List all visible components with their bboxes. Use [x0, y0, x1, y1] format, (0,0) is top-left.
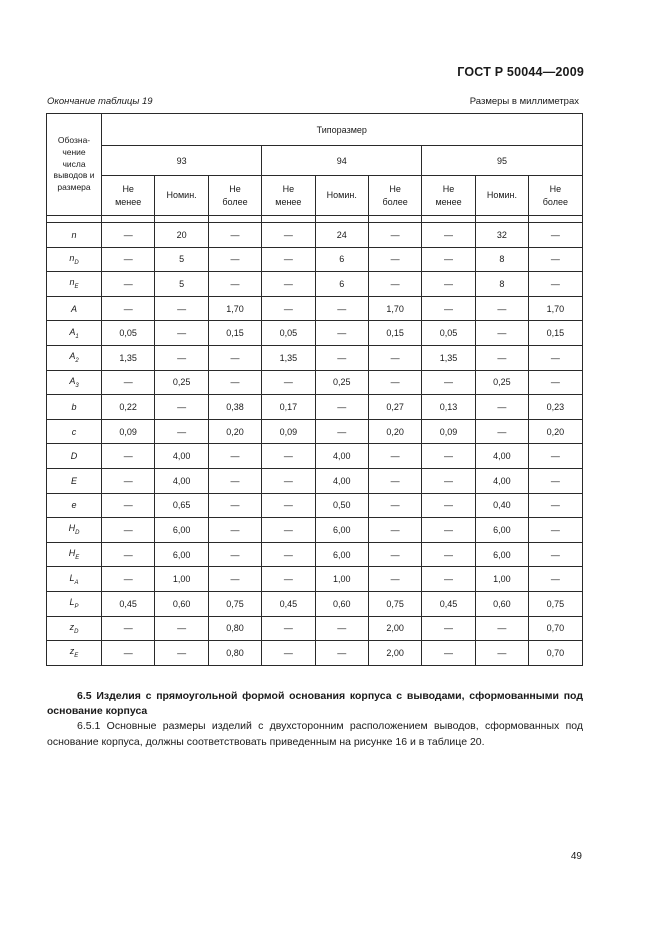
table-cell: —	[422, 493, 475, 518]
table-cell: —	[422, 468, 475, 493]
subheader-cell: Не более	[208, 176, 261, 216]
table-row	[47, 641, 583, 666]
table-cell: 4,00	[155, 468, 208, 493]
table-cell: —	[208, 345, 261, 370]
page-number: 49	[570, 851, 582, 862]
table-cell: —	[315, 395, 368, 420]
table-cell: 0,80	[208, 616, 261, 641]
row-symbol: $A_1$	[47, 321, 102, 346]
table-cell: —	[102, 247, 155, 272]
table-cell: —	[262, 296, 315, 321]
table-cell: 0,23	[529, 395, 582, 420]
table-cell: 2,00	[368, 616, 421, 641]
table-cell: —	[475, 321, 528, 346]
table-cell: —	[422, 296, 475, 321]
table-cell: —	[529, 518, 582, 543]
table-cell: —	[102, 493, 155, 518]
table-row	[47, 395, 583, 420]
table-cell: 1,00	[315, 567, 368, 592]
table-cell: —	[262, 567, 315, 592]
table-row	[47, 272, 583, 297]
table-cell: —	[422, 641, 475, 666]
table-cell: 6,00	[315, 542, 368, 567]
table-cell: —	[208, 247, 261, 272]
row-symbol: A	[47, 296, 102, 321]
size-header-95: 95	[422, 146, 582, 176]
subheader-cell: Номин.	[155, 176, 208, 216]
table-row	[47, 345, 583, 370]
table-cell: 0,25	[155, 370, 208, 395]
row-symbol: n	[47, 223, 102, 248]
table-cell: 6,00	[155, 542, 208, 567]
row-symbol: $n_D$	[47, 247, 102, 272]
section-title: 6.5 Изделия с прямоугольной формой основания корпуса с выводами, сформованными под основание корпуса	[47, 690, 583, 717]
table-cell: —	[102, 616, 155, 641]
table-cell: —	[422, 567, 475, 592]
table-cell: —	[475, 641, 528, 666]
table-cell: —	[315, 641, 368, 666]
table-cell: —	[262, 272, 315, 297]
table-cell: —	[368, 468, 421, 493]
table-cell: 0,20	[208, 419, 261, 444]
table-cell: —	[529, 468, 582, 493]
table-cell: —	[208, 567, 261, 592]
subheader-cell: Не менее	[422, 176, 475, 216]
table-cell: —	[315, 321, 368, 346]
subheader-cell: Не менее	[262, 176, 315, 216]
table-cell: 6,00	[475, 542, 528, 567]
table-cell: —	[475, 616, 528, 641]
table-cell: 8	[475, 272, 528, 297]
table-cell: 0,22	[102, 395, 155, 420]
section-paragraph: 6.5.1 Основные размеры изделий с двухсторонним расположением выводов, сформованных под основание корпуса, должны соответствовать приведенным на рисунке 16 и в таблице 20.	[47, 720, 583, 748]
table-cell: 20	[155, 223, 208, 248]
table-cell: —	[315, 345, 368, 370]
table-cell: —	[262, 493, 315, 518]
row-symbol: e	[47, 493, 102, 518]
table-cell: 0,60	[155, 591, 208, 616]
table-row	[47, 419, 583, 444]
table-cell: 0,75	[368, 591, 421, 616]
row-symbol: D	[47, 444, 102, 469]
table-cell: —	[315, 296, 368, 321]
table-cell: 4,00	[155, 444, 208, 469]
table-cell: 0,75	[208, 591, 261, 616]
table-cell: —	[368, 518, 421, 543]
size-header-93: 93	[102, 146, 262, 176]
table-cell: 0,13	[422, 395, 475, 420]
size-header-94: 94	[262, 146, 422, 176]
table-cell: —	[529, 247, 582, 272]
table-cell: 0,05	[422, 321, 475, 346]
subheader-cell: Не более	[368, 176, 421, 216]
table-cell: —	[102, 272, 155, 297]
table-cell: 0,09	[102, 419, 155, 444]
table-cell: 0,20	[368, 419, 421, 444]
spacer-row	[47, 216, 583, 223]
table-cell: 2,00	[368, 641, 421, 666]
table-body	[47, 216, 583, 666]
group-header: Типоразмер	[102, 114, 583, 146]
table-cell: —	[262, 641, 315, 666]
table-cell: 4,00	[315, 468, 368, 493]
table-cell: —	[422, 370, 475, 395]
table-cell: —	[262, 370, 315, 395]
table-cell: —	[102, 641, 155, 666]
subheader-cell: Номин.	[315, 176, 368, 216]
table-cell: —	[208, 272, 261, 297]
row-symbol: $H_E$	[47, 542, 102, 567]
table-row	[47, 493, 583, 518]
table-cell: 0,60	[475, 591, 528, 616]
table-cell: 6,00	[155, 518, 208, 543]
table-cell: —	[102, 542, 155, 567]
table-cell: 0,38	[208, 395, 261, 420]
table-cell: 4,00	[475, 444, 528, 469]
subheader-cell: Номин.	[475, 176, 528, 216]
table-cell: 0,25	[315, 370, 368, 395]
table-row	[47, 370, 583, 395]
table-cell: 6,00	[475, 518, 528, 543]
table-row	[47, 223, 583, 248]
table-cell: —	[102, 518, 155, 543]
table-cell: —	[475, 296, 528, 321]
table-row	[47, 542, 583, 567]
table-cell: —	[155, 419, 208, 444]
row-symbol: $n_E$	[47, 272, 102, 297]
table-cell: 5	[155, 272, 208, 297]
table-cell: —	[529, 370, 582, 395]
table-cell: 32	[475, 223, 528, 248]
table-cell: —	[102, 370, 155, 395]
row-symbol: $z_D$	[47, 616, 102, 641]
table-cell: 0,80	[208, 641, 261, 666]
table-cell: 0,45	[262, 591, 315, 616]
table-cell: 6	[315, 272, 368, 297]
table-cell: 0,50	[315, 493, 368, 518]
table-cell: 0,45	[422, 591, 475, 616]
table-cell: —	[102, 223, 155, 248]
table-cell: 1,00	[475, 567, 528, 592]
table-cell: —	[262, 247, 315, 272]
table-cell: 1,35	[262, 345, 315, 370]
table-cell: 1,70	[529, 296, 582, 321]
table-cell: 1,00	[155, 567, 208, 592]
table-cell: —	[208, 542, 261, 567]
table-cell: —	[102, 444, 155, 469]
row-symbol: b	[47, 395, 102, 420]
table-cell: —	[102, 296, 155, 321]
table-cell: 8	[475, 247, 528, 272]
table-row	[47, 468, 583, 493]
table-row	[47, 247, 583, 272]
table-cell: —	[262, 223, 315, 248]
table-cell: 0,70	[529, 641, 582, 666]
row-symbol: $z_E$	[47, 641, 102, 666]
row-symbol: E	[47, 468, 102, 493]
table-cell: 1,70	[368, 296, 421, 321]
row-symbol: c	[47, 419, 102, 444]
table-cell: 4,00	[315, 444, 368, 469]
table-cell: —	[155, 321, 208, 346]
table-cell: 6	[315, 247, 368, 272]
table-continuation-caption: Окончание таблицы 19	[47, 96, 153, 107]
subheader-cell: Не более	[529, 176, 582, 216]
table-cell: —	[368, 272, 421, 297]
table-cell: —	[208, 370, 261, 395]
table-cell: —	[475, 345, 528, 370]
table-cell: —	[208, 468, 261, 493]
table-cell: 0,60	[315, 591, 368, 616]
table-cell: —	[315, 419, 368, 444]
table-cell: —	[422, 247, 475, 272]
table-row	[47, 444, 583, 469]
table-cell: —	[155, 641, 208, 666]
table-cell: —	[368, 444, 421, 469]
table-cell: 1,35	[102, 345, 155, 370]
table-cell: —	[422, 272, 475, 297]
subheader-cell: Не менее	[102, 176, 155, 216]
table-cell: 0,27	[368, 395, 421, 420]
table-cell: —	[422, 223, 475, 248]
table-cell: —	[368, 223, 421, 248]
table-row	[47, 518, 583, 543]
table-cell: 0,45	[102, 591, 155, 616]
table-cell: 0,09	[262, 419, 315, 444]
table-cell: —	[262, 468, 315, 493]
table-cell: —	[368, 247, 421, 272]
table-cell: —	[208, 493, 261, 518]
table-cell: —	[262, 444, 315, 469]
table-cell: 0,65	[155, 493, 208, 518]
table-cell: —	[529, 567, 582, 592]
table-cell: 0,75	[529, 591, 582, 616]
table-cell: —	[208, 223, 261, 248]
table-cell: 0,15	[529, 321, 582, 346]
table-cell: 0,20	[529, 419, 582, 444]
table-cell: 0,17	[262, 395, 315, 420]
table-cell: 6,00	[315, 518, 368, 543]
table-cell: —	[529, 223, 582, 248]
dimensions-table	[46, 113, 583, 666]
row-header-label: Обозна- чение числа выводов и размера	[47, 114, 102, 216]
table-cell: —	[475, 395, 528, 420]
table-cell: —	[102, 567, 155, 592]
table-cell: —	[155, 296, 208, 321]
table-cell: —	[422, 616, 475, 641]
table-cell: 0,09	[422, 419, 475, 444]
table-cell: —	[368, 542, 421, 567]
table-row	[47, 591, 583, 616]
table-cell: —	[262, 616, 315, 641]
table-cell: —	[475, 419, 528, 444]
table-cell: —	[262, 518, 315, 543]
table-cell: —	[155, 395, 208, 420]
table-row	[47, 321, 583, 346]
row-symbol: $L_A$	[47, 567, 102, 592]
table-cell: —	[529, 444, 582, 469]
table-cell: 1,70	[208, 296, 261, 321]
table-cell: 24	[315, 223, 368, 248]
table-cell: —	[315, 616, 368, 641]
table-cell: 0,15	[368, 321, 421, 346]
table-cell: —	[529, 272, 582, 297]
table-cell: —	[262, 542, 315, 567]
table-cell: 0,25	[475, 370, 528, 395]
table-cell: —	[368, 370, 421, 395]
subheader-row	[47, 176, 583, 216]
table-cell: —	[368, 567, 421, 592]
table-cell: —	[529, 345, 582, 370]
table-cell: —	[208, 444, 261, 469]
units-caption: Размеры в миллиметрах	[469, 96, 579, 107]
table-cell: 4,00	[475, 468, 528, 493]
table-cell: 0,15	[208, 321, 261, 346]
row-symbol: $A_3$	[47, 370, 102, 395]
table-cell: —	[422, 518, 475, 543]
table-cell: —	[529, 542, 582, 567]
table-cell: —	[102, 468, 155, 493]
table-cell: —	[368, 345, 421, 370]
row-symbol: $L_P$	[47, 591, 102, 616]
row-symbol: $H_D$	[47, 518, 102, 543]
document-code: ГОСТ Р 50044—2009	[457, 65, 584, 79]
table-row	[47, 567, 583, 592]
table-cell: —	[529, 493, 582, 518]
table-cell: —	[155, 616, 208, 641]
table-cell: —	[208, 518, 261, 543]
table-cell: 0,05	[102, 321, 155, 346]
table-cell: 0,05	[262, 321, 315, 346]
table-cell: 1,35	[422, 345, 475, 370]
table-row	[47, 296, 583, 321]
table-cell: —	[155, 345, 208, 370]
table-cell: 0,40	[475, 493, 528, 518]
table-cell: —	[422, 542, 475, 567]
table-cell: —	[368, 493, 421, 518]
table-cell: —	[422, 444, 475, 469]
table-cell: 5	[155, 247, 208, 272]
table-cell: 0,70	[529, 616, 582, 641]
row-symbol: $A_2$	[47, 345, 102, 370]
table-row	[47, 616, 583, 641]
